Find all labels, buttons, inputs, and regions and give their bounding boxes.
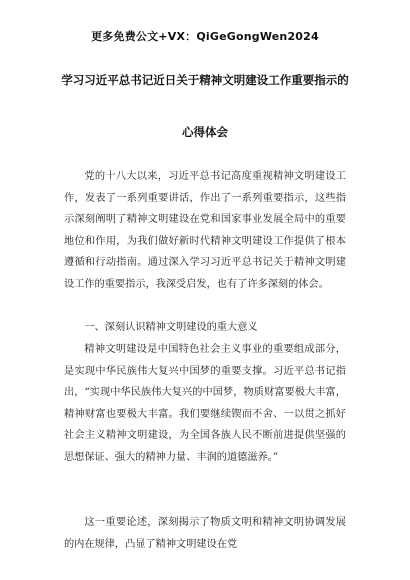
paragraph-intro: 党的十八大以来，习近平总书记高度重视精神文明建设工作，发表了一系列重要讲话，作出了一系列重要指示，这些指示深刻阐明了精神文明建设在党和国家事业发展全局中的重要地位和作用，为我们做好新时代精神文明建设工作提供了根本遵循和行动指南。通过深入学习习近平总书记关于精神文明建设工作的重要指示，我深受启发，也有了许多深刻的体会。	[64, 171, 346, 290]
document-subtitle: 心得体会	[182, 125, 228, 139]
watermark-header: 更多免费公文+VX：QiGeGongWen2024	[91, 30, 319, 43]
section-heading: 一、深刻认识精神文明建设的重大意义	[84, 322, 258, 333]
document-title: 学习习近平总书记近日关于精神文明建设工作重要指示的	[61, 73, 349, 87]
paragraph-significance: 精神文明建设是中国特色社会主义事业的重要组成部分，是实现中华民族伟大复兴中国梦的重要支撑。习近平总书记指出，“实现中华民族伟大复兴的中国梦，物质财富要极大丰富，精神财富也要极大丰富。我们要继续锲而不舍、一以贯之抓好社会主义精神文明建设，为全国各族人民不断前进提供坚强的思想保证、强大的精神力量、丰润的道德滋养。”	[64, 344, 346, 463]
paragraph-continuation: 这一重要论述，深刻揭示了物质文明和精神文明协调发展的内在规律，凸显了精神文明建设在党	[64, 517, 346, 550]
